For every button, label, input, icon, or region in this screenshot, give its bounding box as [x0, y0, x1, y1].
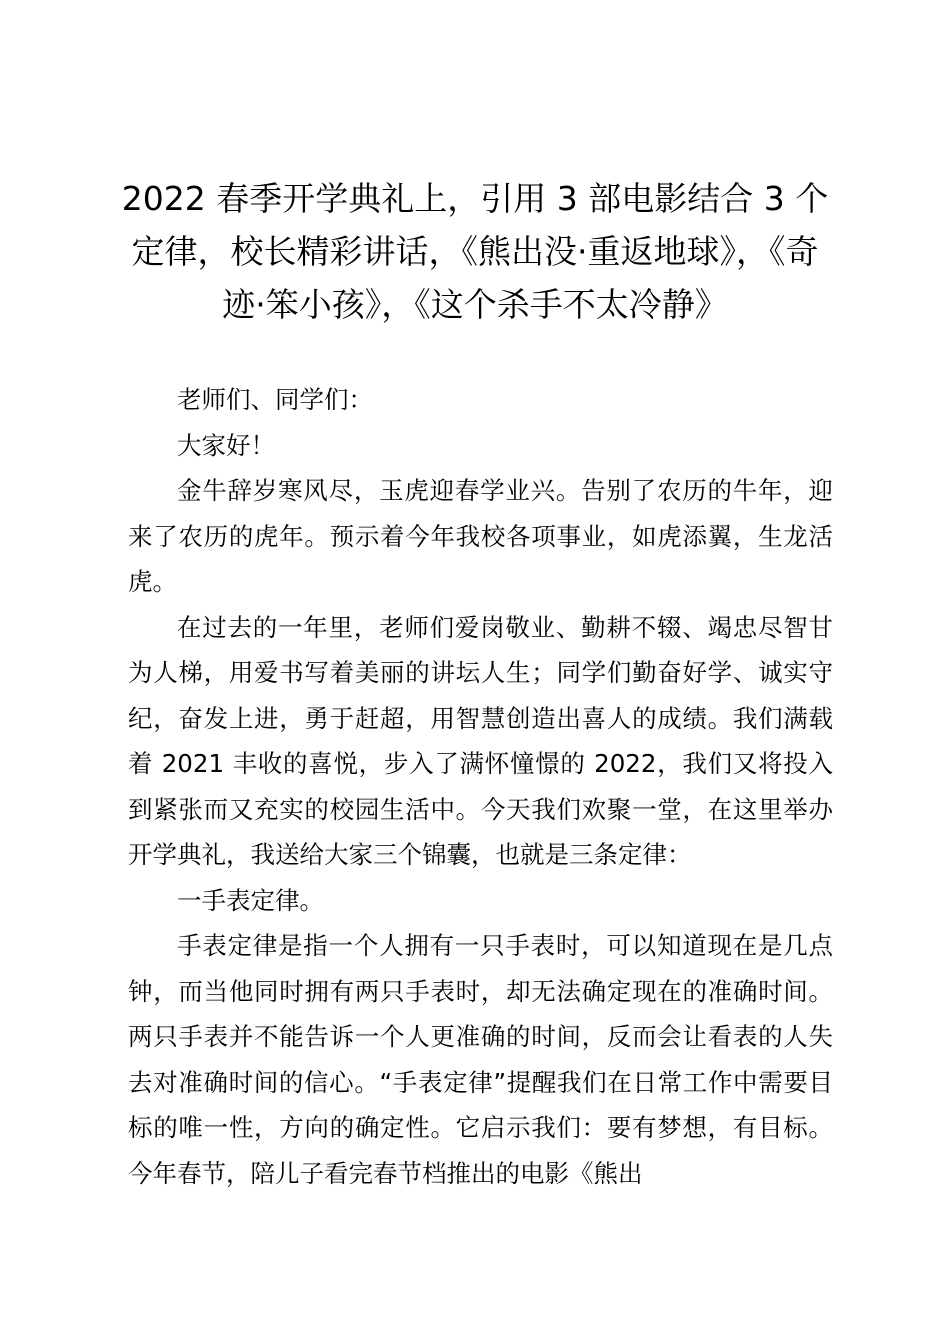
document-body [128, 377, 833, 1196]
section-heading: 一手表定律。 [177, 885, 324, 915]
greeting-paragraph: 大家好！ [177, 430, 275, 460]
body-paragraph: 金牛辞岁寒风尽，玉虎迎春学业兴。告别了农历的牛年，迎来了农历的虎年。预示着今年我校各项事业，如虎添翼，生龙活虎。 [128, 476, 833, 596]
document-title: 2022 春季开学典礼上，引用 3 部电影结合 3 个定律，校长精彩讲话，《熊出没·重返地球》，《奇迹·笨小孩》，《这个杀手不太冷静》 [121, 179, 829, 324]
body-paragraph: 在过去的一年里，老师们爱岗敬业、勤耕不辍、竭忠尽智甘为人梯，用爱书写着美丽的讲坛人生；同学们勤奋好学、诚实守纪，奋发上进，勇于赶超，用智慧创造出喜人的成绩。我们满载着 2021 丰收的喜悦，步入了满怀憧憬的 2022，我们又将投入到紧张而又充实的校园生活中。今天我们欢聚一堂，在这里举办开学典礼，我送给大家三个锦囊，也就是三条定律： [128, 612, 833, 869]
body-paragraph: 手表定律是指一个人拥有一只手表时，可以知道现在是几点钟，而当他同时拥有两只手表时，却无法确定现在的准确时间。两只手表并不能告诉一个人更准确的时间，反而会让看表的人失去对准确时间的信心。“手表定律”提醒我们在日常工作中需要目标的唯一性，方向的确定性。它启示我们：要有梦想，有目标。今年春节，陪儿子看完春节档推出的电影《熊出 [128, 931, 833, 1188]
salutation-paragraph: 老师们、同学们： [177, 385, 373, 414]
